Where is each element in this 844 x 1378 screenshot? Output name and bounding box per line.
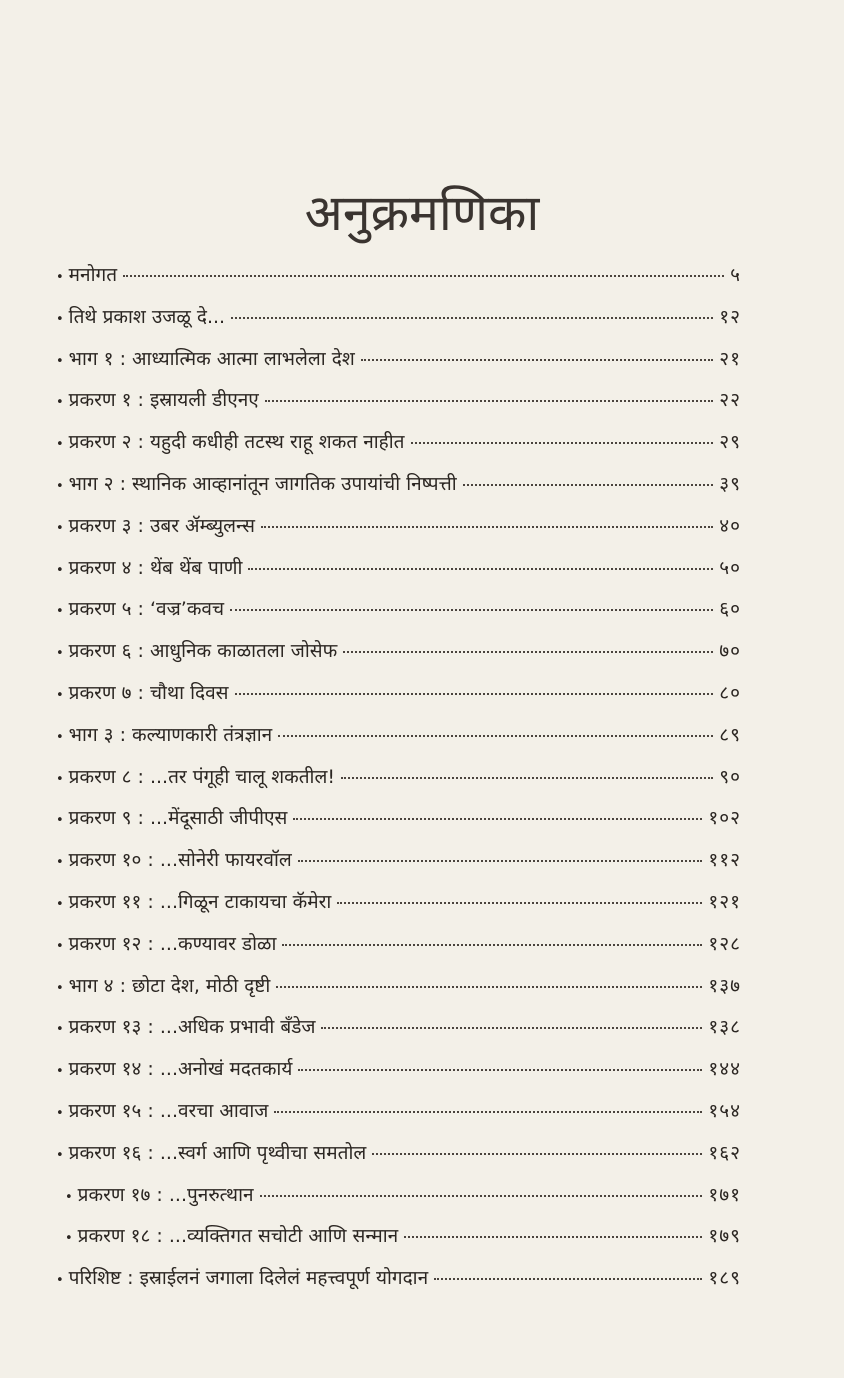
bullet-icon: • — [56, 729, 64, 745]
toc-entry-label: प्रकरण ६ : आधुनिक काळातला जोसेफ — [68, 640, 338, 663]
toc-page-number: १५४ — [708, 1099, 741, 1122]
toc-entry — [56, 1175, 741, 1217]
toc-page-number: ७० — [719, 640, 741, 663]
toc-page-number: २२ — [719, 389, 741, 412]
toc-entry-label: परिशिष्ट : इस्राईलनं जगाला दिलेलं महत्त्वपूर्ण योगदान — [68, 1267, 429, 1290]
dot-leader — [276, 986, 702, 988]
toc-entry-label: प्रकरण १५ : ...वरचा आवाज — [68, 1099, 269, 1122]
toc-entry-label: प्रकरण ११ : ...गिळून टाकायचा कॅमेरा — [68, 890, 332, 913]
dot-leader — [298, 1069, 702, 1071]
page-title: अनुक्रमणिका — [304, 183, 540, 242]
toc-entry — [56, 464, 741, 506]
toc-entry-label: प्रकरण ८ : ...तर पंगूही चालू शकतील! — [68, 765, 335, 788]
toc-entry — [56, 1007, 741, 1049]
bullet-icon: • — [56, 1147, 64, 1163]
toc-entry — [56, 673, 741, 715]
dot-leader — [274, 1111, 702, 1113]
toc-entry-label: प्रकरण २ : यहुदी कधीही तटस्थ राहू शकत नाहीत — [68, 431, 405, 454]
bullet-icon: • — [56, 771, 64, 787]
toc-page-number: १३८ — [708, 1016, 741, 1039]
toc-entry — [56, 715, 741, 757]
toc-entry-label: तिथे प्रकाश उजळू दे... — [68, 305, 226, 328]
toc-page-number: ८९ — [719, 723, 741, 746]
toc-entry — [56, 1258, 741, 1300]
toc-page-number: ११२ — [708, 849, 741, 872]
toc-entry — [56, 966, 741, 1008]
bullet-icon: • — [56, 520, 64, 536]
toc-page-number: २९ — [719, 431, 741, 454]
toc-entry-label: प्रकरण १६ : ...स्वर्ग आणि पृथ्वीचा समतोल — [68, 1141, 367, 1164]
dot-leader — [361, 359, 713, 361]
bullet-icon: • — [56, 562, 64, 578]
toc-entry-label: मनोगत — [68, 264, 118, 286]
toc-page-number: १०२ — [708, 807, 741, 830]
dot-leader — [248, 568, 713, 570]
dot-leader — [261, 526, 713, 528]
toc-page-number: १२१ — [708, 890, 741, 913]
bullet-icon: • — [56, 1064, 64, 1080]
bullet-icon: • — [56, 813, 64, 829]
toc-page-number: १३७ — [708, 974, 741, 997]
bullet-icon: • — [56, 646, 64, 662]
toc-entry — [56, 1216, 741, 1258]
dot-leader — [343, 651, 713, 653]
toc-entry-label: प्रकरण १३ : ...अधिक प्रभावी बँडेज — [68, 1016, 316, 1039]
dot-leader — [298, 860, 703, 862]
dot-leader — [230, 609, 713, 611]
toc-page-number: १८९ — [708, 1267, 741, 1290]
toc-entry-label: प्रकरण १४ : ...अनोखं मदतकार्य — [68, 1058, 293, 1081]
bullet-icon: • — [56, 437, 64, 453]
toc-entry-label: प्रकरण ७ : चौथा दिवस — [68, 681, 229, 704]
toc-page-number: ५ — [730, 264, 741, 286]
bullet-icon: • — [56, 1022, 64, 1038]
toc-entry — [56, 1049, 741, 1091]
toc-page-number: ८० — [719, 681, 741, 704]
toc-entry — [56, 882, 741, 924]
dot-leader — [293, 818, 702, 820]
toc-page-number: ९० — [719, 765, 741, 788]
toc-entry-label: प्रकरण १७ : ...पुनरुत्थान — [77, 1183, 254, 1206]
toc-entry — [56, 380, 741, 422]
toc-page-number: १२८ — [708, 932, 741, 955]
dot-leader — [321, 1027, 702, 1029]
toc-entry — [56, 757, 741, 799]
toc-entry-label: प्रकरण १० : ...सोनेरी फायरवॉल — [68, 849, 292, 872]
toc-entry — [56, 631, 741, 673]
toc-entry — [56, 1091, 741, 1133]
bullet-icon: • — [56, 855, 64, 871]
bullet-icon: • — [56, 938, 64, 954]
toc-entry-label: प्रकरण ४ : थेंब थेंब पाणी — [68, 556, 243, 579]
toc-entry — [56, 422, 741, 464]
bullet-icon: • — [56, 1273, 64, 1289]
toc-entry-label: भाग ४ : छोटा देश, मोठी दृष्टी — [68, 974, 271, 997]
dot-leader — [404, 1236, 702, 1238]
toc-entry-label: भाग ३ : कल्याणकारी तंत्रज्ञान — [68, 723, 273, 746]
toc-entry-label: प्रकरण ५ : ‘वज्र’कवच — [68, 598, 225, 621]
toc-page-number: २१ — [719, 347, 741, 370]
bullet-icon: • — [56, 1105, 64, 1121]
bullet-icon: • — [56, 270, 64, 285]
toc-entry-label: प्रकरण ९ : ...मेंदूसाठी जीपीएस — [68, 807, 288, 830]
toc-page-number: १२ — [719, 305, 741, 328]
bullet-icon: • — [56, 896, 64, 912]
dot-leader — [463, 484, 714, 486]
dot-leader — [341, 777, 713, 779]
toc-page-number: १६२ — [708, 1141, 741, 1164]
toc-entry — [56, 798, 741, 840]
toc-entry — [56, 339, 741, 381]
toc-entry — [56, 297, 741, 339]
bullet-icon: • — [56, 478, 64, 494]
bullet-icon: • — [56, 353, 64, 369]
toc-entry — [56, 1133, 741, 1175]
dot-leader — [282, 944, 702, 946]
dot-leader — [260, 1195, 703, 1197]
toc-entry — [56, 589, 741, 631]
toc-entry-label: भाग १ : आध्यात्मिक आत्मा लाभलेला देश — [68, 347, 355, 370]
dot-leader — [123, 275, 724, 277]
toc-entry-label: प्रकरण ३ : उबर ॲम्ब्युलन्स — [68, 514, 255, 537]
toc-entry-label: भाग २ : स्थानिक आव्हानांतून जागतिक उपायांची निष्पत्ती — [68, 472, 457, 495]
toc-page-number: १४४ — [708, 1058, 741, 1081]
bullet-icon: • — [65, 1231, 73, 1247]
toc-entry — [56, 506, 741, 548]
toc-entry — [56, 255, 741, 297]
dot-leader — [411, 442, 714, 444]
dot-leader — [231, 317, 713, 319]
toc-entry — [56, 548, 741, 590]
dot-leader — [372, 1153, 702, 1155]
toc-page-number: ५० — [719, 556, 741, 579]
bullet-icon: • — [56, 395, 64, 411]
dot-leader — [278, 735, 713, 737]
toc-entry-label: प्रकरण १ : इस्रायली डीएनए — [68, 389, 259, 412]
toc-page-number: १७१ — [708, 1183, 741, 1206]
toc-page-number: ६० — [719, 598, 741, 621]
toc-page-number: ४० — [719, 514, 741, 537]
toc-entry — [56, 924, 741, 966]
bullet-icon: • — [56, 980, 64, 996]
toc-entry-label: प्रकरण १८ : ...व्यक्तिगत सचोटी आणि सन्मान — [77, 1225, 399, 1248]
bullet-icon: • — [56, 604, 64, 620]
dot-leader — [337, 902, 702, 904]
toc-page-number: ३९ — [719, 472, 741, 495]
toc-entry-label: प्रकरण १२ : ...कण्यावर डोळा — [68, 932, 277, 955]
bullet-icon: • — [56, 687, 64, 703]
toc-entry — [56, 840, 741, 882]
dot-leader — [235, 693, 714, 695]
dot-leader — [265, 400, 713, 402]
bullet-icon: • — [56, 311, 64, 327]
dot-leader — [434, 1278, 702, 1280]
bullet-icon: • — [65, 1189, 73, 1205]
toc-page-number: १७९ — [708, 1225, 741, 1248]
table-of-contents — [56, 255, 741, 1300]
